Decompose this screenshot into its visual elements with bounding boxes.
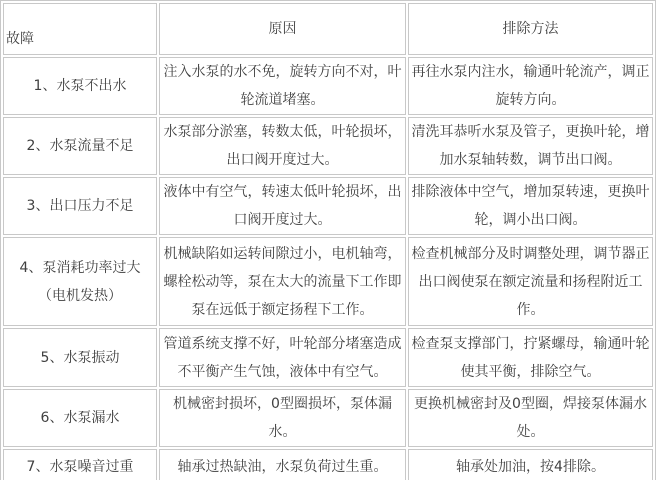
cause-cell: 液体中有空气，转速太低叶轮损坏，出口阀开度过大。 <box>159 177 406 235</box>
fault-label-line2: （电机发热） <box>38 287 122 304</box>
table-row <box>3 57 653 115</box>
fault-cell: 7、水泵噪音过重 <box>3 449 157 480</box>
table-row <box>3 389 653 447</box>
fault-cell: 6、水泵漏水 <box>3 389 157 447</box>
solution-cell: 排除液体中空气，增加泵转速，更换叶轮，调小出口阀。 <box>408 177 653 235</box>
fault-cell: 1、水泵不出水 <box>3 57 157 115</box>
solution-cell: 再往水泵内注水，输通叶轮流产，调正旋转方向。 <box>408 57 653 115</box>
fault-cell: 3、出口压力不足 <box>3 177 157 235</box>
header-row <box>3 3 653 55</box>
fault-cell: 5、水泵振动 <box>3 328 157 387</box>
column-header-fault: 故障 <box>3 3 157 55</box>
solution-cell: 清洗耳恭听水泵及管子，更换叶轮，增加水泵轴转数，调节出口阀。 <box>408 117 653 175</box>
cause-cell: 水泵部分淤塞，转数太低，叶轮损坏，出口阀开度过大。 <box>159 117 406 175</box>
cause-cell: 注入水泵的水不免，旋转方向不对，叶轮流道堵塞。 <box>159 57 406 115</box>
table-row <box>3 237 653 326</box>
solution-cell: 检查泵支撑部门，拧紧螺母，输通叶轮使其平衡，排除空气。 <box>408 328 653 387</box>
table-row <box>3 449 653 480</box>
column-header-cause: 原因 <box>159 3 406 55</box>
column-header-solution: 排除方法 <box>408 3 653 55</box>
table-row <box>3 177 653 235</box>
cause-cell: 机械密封损坏，0型圈损坏，泵体漏水。 <box>159 389 406 447</box>
cause-cell: 机械缺陷如运转间隙过小，电机轴弯，螺栓松动等，泵在太大的流量下工作即泵在远低于额定扬程下工作。 <box>159 237 406 326</box>
fault-cell: 2、水泵流量不足 <box>3 117 157 175</box>
cause-cell: 管道系统支撑不好，叶轮部分堵塞造成不平衡产生气蚀，液体中有空气。 <box>159 328 406 387</box>
table-row <box>3 328 653 387</box>
table-row <box>3 117 653 175</box>
solution-cell: 检查机械部分及时调整处理，调节器正出口阀使泵在额定流量和扬程附近工作。 <box>408 237 653 326</box>
solution-cell: 更换机械密封及0型圈，焊接泵体漏水处。 <box>408 389 653 447</box>
solution-cell: 轴承处加油，按4排除。 <box>408 449 653 480</box>
cause-cell: 轴承过热缺油，水泵负荷过生重。 <box>159 449 406 480</box>
fault-label-line1: 4、泵消耗功率过大 <box>19 259 141 276</box>
fault-cell <box>3 237 157 326</box>
